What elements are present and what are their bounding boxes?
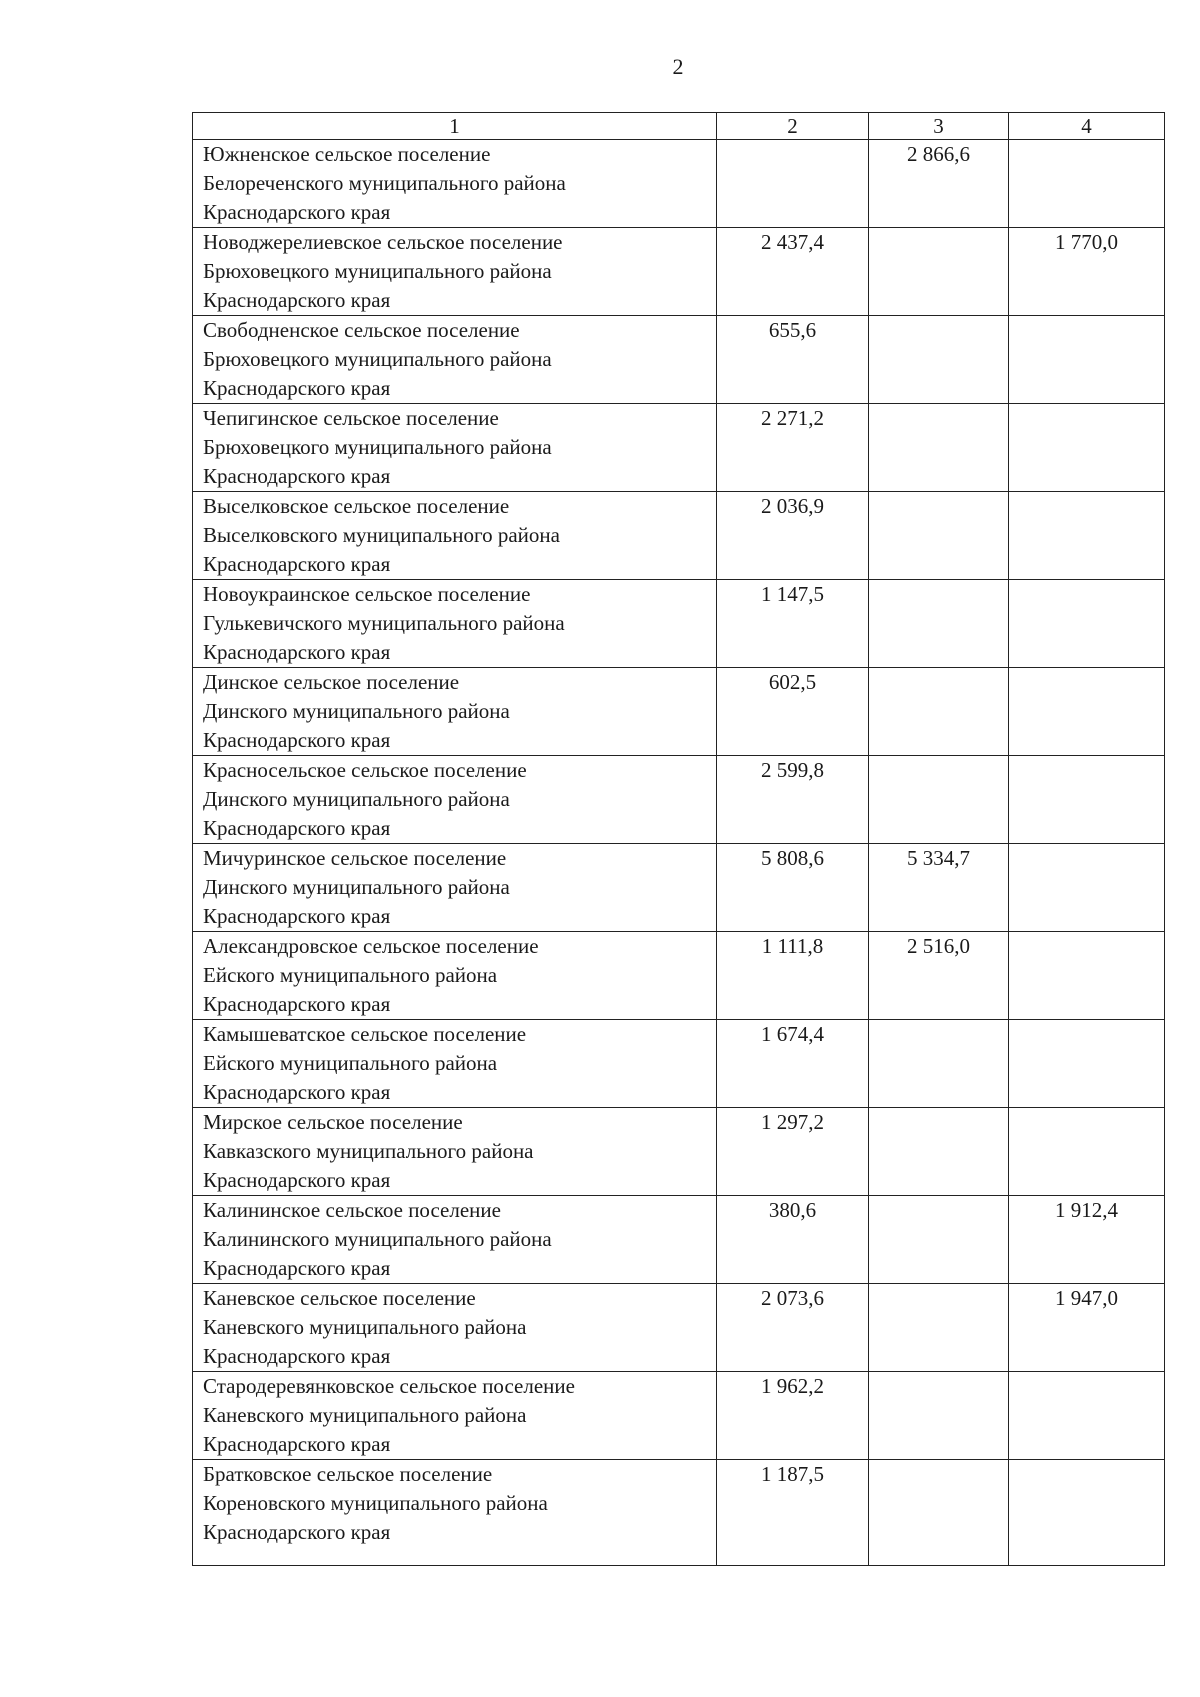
settlement-name-line: Кореновского муниципального района: [203, 1491, 548, 1515]
settlement-name-line: Свободненское сельское поселение: [203, 318, 520, 342]
value-cell-c4: 1 912,4: [1009, 1196, 1165, 1284]
table-row: [193, 844, 1165, 932]
settlement-name-cell: [193, 140, 717, 228]
value-cell-c3: 2 866,6: [869, 140, 1009, 228]
value-cell-c4: 1 770,0: [1009, 228, 1165, 316]
table-row: [193, 404, 1165, 492]
value-cell-c3: [869, 1020, 1009, 1108]
value-cell-c2: [717, 140, 869, 228]
value-cell-c4: [1009, 492, 1165, 580]
settlement-name-line: Новоджерелиевское сельское поселение: [203, 230, 563, 254]
table-row: [193, 228, 1165, 316]
settlement-name-line: Краснодарского края: [203, 1256, 391, 1280]
value-cell-c2: 1 674,4: [717, 1020, 869, 1108]
value-cell-c2: 1 187,5: [717, 1460, 869, 1566]
settlement-name-line: Брюховецкого муниципального района: [203, 347, 552, 371]
settlement-name-cell: [193, 1108, 717, 1196]
settlement-name-cell: [193, 1196, 717, 1284]
value-cell-c4: [1009, 932, 1165, 1020]
column-header-2: 2: [717, 113, 869, 140]
value-cell-c3: [869, 756, 1009, 844]
settlement-name-line: Александровское сельское поселение: [203, 934, 539, 958]
value-cell-c2: 2 437,4: [717, 228, 869, 316]
value-cell-c4: [1009, 140, 1165, 228]
table-row: [193, 1372, 1165, 1460]
settlement-name-line: Каневского муниципального района: [203, 1315, 527, 1339]
value-cell-c3: 2 516,0: [869, 932, 1009, 1020]
settlement-name-line: Ейского муниципального района: [203, 1051, 498, 1075]
value-cell-c2: 602,5: [717, 668, 869, 756]
value-cell-c4: [1009, 580, 1165, 668]
value-cell-c3: [869, 1372, 1009, 1460]
value-cell-c2: 2 036,9: [717, 492, 869, 580]
value-cell-c4: [1009, 1108, 1165, 1196]
settlement-name-line: Калининского муниципального района: [203, 1227, 552, 1251]
table-row: [193, 1460, 1165, 1566]
settlement-name-line: Краснодарского края: [203, 1168, 391, 1192]
settlement-name-line: Краснодарского края: [203, 816, 391, 840]
settlement-name-line: Динское сельское поселение: [203, 670, 460, 694]
value-cell-c4: [1009, 844, 1165, 932]
settlement-name-line: Новоукраинское сельское поселение: [203, 582, 531, 606]
value-cell-c3: [869, 316, 1009, 404]
page-number: 2: [672, 54, 684, 79]
value-cell-c3: [869, 1460, 1009, 1566]
value-cell-c3: [869, 1284, 1009, 1372]
settlement-name-line: Калининское сельское поселение: [203, 1198, 501, 1222]
table-row: [193, 668, 1165, 756]
column-header-1: 1: [193, 113, 717, 140]
settlement-name-cell: [193, 404, 717, 492]
value-cell-c2: 1 111,8: [717, 932, 869, 1020]
settlement-name-line: Брюховецкого муниципального района: [203, 435, 552, 459]
value-cell-c4: [1009, 668, 1165, 756]
value-cell-c2: 5 808,6: [717, 844, 869, 932]
settlement-name-line: Краснодарского края: [203, 1520, 391, 1544]
value-cell-c4: [1009, 404, 1165, 492]
settlement-name-line: Братковское сельское поселение: [203, 1462, 493, 1486]
value-cell-c3: 5 334,7: [869, 844, 1009, 932]
value-cell-c4: [1009, 1372, 1165, 1460]
column-header-4: 4: [1009, 113, 1165, 140]
settlement-name-cell: [193, 1020, 717, 1108]
settlement-name-line: Красносельское сельское поселение: [203, 758, 527, 782]
settlement-name-cell: [193, 1372, 717, 1460]
table-row: [193, 580, 1165, 668]
value-cell-c2: 2 073,6: [717, 1284, 869, 1372]
settlement-name-line: Южненское сельское поселение: [203, 142, 491, 166]
settlement-name-line: Краснодарского края: [203, 552, 391, 576]
settlement-name-line: Динского муниципального района: [203, 875, 510, 899]
value-cell-c3: [869, 1196, 1009, 1284]
value-cell-c2: 1 962,2: [717, 1372, 869, 1460]
table-row: [193, 932, 1165, 1020]
table-row: [193, 1196, 1165, 1284]
settlement-name-line: Краснодарского края: [203, 200, 391, 224]
value-cell-c3: [869, 492, 1009, 580]
settlement-name-cell: [193, 932, 717, 1020]
settlement-name-line: Белореченского муниципального района: [203, 171, 566, 195]
table-row: [193, 492, 1165, 580]
settlement-name-line: Стародеревянковское сельское поселение: [203, 1374, 575, 1398]
value-cell-c2: 2 271,2: [717, 404, 869, 492]
value-cell-c2: 655,6: [717, 316, 869, 404]
value-cell-c4: 1 947,0: [1009, 1284, 1165, 1372]
value-cell-c4: [1009, 316, 1165, 404]
settlement-name-cell: [193, 844, 717, 932]
settlement-name-line: Краснодарского края: [203, 640, 391, 664]
settlement-name-line: Выселковского муниципального района: [203, 523, 560, 547]
value-cell-c4: [1009, 1460, 1165, 1566]
value-cell-c3: [869, 228, 1009, 316]
table-row: [193, 1108, 1165, 1196]
settlement-name-line: Каневское сельское поселение: [203, 1286, 476, 1310]
value-cell-c4: [1009, 1020, 1165, 1108]
settlement-name-cell: [193, 668, 717, 756]
value-cell-c2: 1 147,5: [717, 580, 869, 668]
settlement-name-line: Краснодарского края: [203, 288, 391, 312]
settlement-name-line: Краснодарского края: [203, 464, 391, 488]
settlement-name-line: Камышеватское сельское поселение: [203, 1022, 527, 1046]
value-cell-c2: 380,6: [717, 1196, 869, 1284]
settlement-name-cell: [193, 228, 717, 316]
settlement-name-line: Гулькевичского муниципального района: [203, 611, 565, 635]
settlement-name-line: Краснодарского края: [203, 728, 391, 752]
table-header-row: [193, 113, 1165, 140]
settlement-name-line: Мирское сельское поселение: [203, 1110, 463, 1134]
table-row: [193, 316, 1165, 404]
settlement-name-line: Брюховецкого муниципального района: [203, 259, 552, 283]
settlement-name-line: Краснодарского края: [203, 1432, 391, 1456]
table-row: [193, 1020, 1165, 1108]
settlement-name-line: Чепигинское сельское поселение: [203, 406, 499, 430]
value-cell-c4: [1009, 756, 1165, 844]
settlement-name-line: Краснодарского края: [203, 1344, 391, 1368]
table-row: [193, 140, 1165, 228]
settlement-name-line: Динского муниципального района: [203, 787, 510, 811]
settlement-name-cell: [193, 580, 717, 668]
settlement-name-cell: [193, 1460, 717, 1566]
table-row: [193, 756, 1165, 844]
settlement-name-line: Каневского муниципального района: [203, 1403, 527, 1427]
settlement-name-line: Краснодарского края: [203, 376, 391, 400]
settlement-name-cell: [193, 316, 717, 404]
settlement-name-line: Выселковское сельское поселение: [203, 494, 510, 518]
value-cell-c3: [869, 1108, 1009, 1196]
allocation-table: [192, 112, 1165, 1566]
settlement-name-line: Кавказского муниципального района: [203, 1139, 534, 1163]
value-cell-c3: [869, 404, 1009, 492]
value-cell-c3: [869, 580, 1009, 668]
table-body: [193, 140, 1165, 1566]
settlement-name-cell: [193, 756, 717, 844]
settlement-name-line: Краснодарского края: [203, 904, 391, 928]
column-header-3: 3: [869, 113, 1009, 140]
value-cell-c2: 2 599,8: [717, 756, 869, 844]
settlement-name-line: Мичуринское сельское поселение: [203, 846, 507, 870]
settlement-name-line: Динского муниципального района: [203, 699, 510, 723]
settlement-name-line: Краснодарского края: [203, 1080, 391, 1104]
value-cell-c3: [869, 668, 1009, 756]
table-row: [193, 1284, 1165, 1372]
value-cell-c2: 1 297,2: [717, 1108, 869, 1196]
settlement-name-line: Ейского муниципального района: [203, 963, 498, 987]
settlement-name-cell: [193, 492, 717, 580]
settlement-name-cell: [193, 1284, 717, 1372]
settlement-name-line: Краснодарского края: [203, 992, 391, 1016]
